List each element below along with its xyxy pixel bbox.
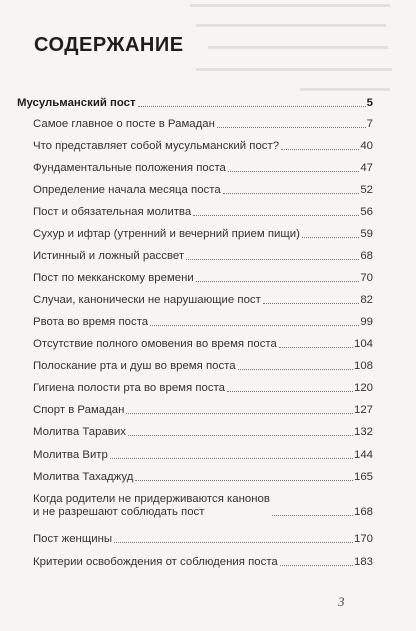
dot-leader (128, 435, 353, 436)
dot-leader (227, 391, 353, 392)
toc-entry-title: Самое главное о посте в Рамадан (33, 118, 215, 130)
toc-entry-page: 40 (360, 140, 373, 152)
toc-entry-title: Пост по мекканскому времени (33, 272, 194, 284)
toc-entry[interactable] (33, 360, 373, 373)
toc-entry-page: 120 (353, 382, 373, 394)
dot-leader (263, 303, 359, 304)
toc-entry[interactable] (33, 404, 373, 417)
toc-entry[interactable] (33, 228, 373, 241)
toc-entry-page: 165 (353, 471, 373, 483)
dot-leader (193, 215, 359, 216)
toc-entry-title: Сухур и ифтар (утренний и вечерний прием пищи) (33, 228, 300, 240)
toc-entry-title: Полоскание рта и душ во время поста (33, 360, 236, 372)
toc-entry[interactable] (33, 250, 373, 263)
toc-entry-page: 144 (353, 449, 373, 461)
toc-entry-page: 170 (353, 533, 373, 545)
toc-entry-title: Рвота во время поста (33, 316, 149, 328)
toc-entry[interactable] (33, 140, 373, 153)
toc-entry-title: Отсутствие полного омовения во время поста (33, 338, 277, 350)
toc-entry-page: 52 (360, 184, 373, 196)
toc-entry-title: Что представляет собой мусульманский пост? (33, 140, 280, 152)
toc-entry-title: Истинный и ложный рассвет (33, 250, 185, 262)
dot-leader (110, 458, 353, 459)
toc-entry[interactable] (33, 294, 373, 307)
toc-section-title: Мусульманский пост (17, 97, 136, 109)
toc-entry-title: Определение начала месяца поста (33, 184, 221, 196)
dot-leader (279, 347, 353, 348)
dot-leader (138, 106, 366, 107)
toc-entry-page: 59 (360, 228, 373, 240)
toc-entry-page: 132 (353, 426, 373, 438)
page-number: 3 (338, 594, 345, 609)
dot-leader (223, 193, 360, 194)
dot-leader (217, 127, 366, 128)
toc-entry-page: 82 (360, 294, 373, 306)
toc-entry[interactable] (33, 338, 373, 351)
toc-entry[interactable] (33, 316, 373, 329)
dot-leader (150, 325, 359, 326)
toc-entry-page: 127 (353, 404, 373, 416)
toc-entry-page: 99 (360, 316, 373, 328)
toc-entry-title: Гигиена полости рта во время поста (33, 382, 225, 394)
dot-leader (126, 413, 353, 414)
toc-entry-page: 104 (353, 338, 373, 350)
toc-entry-title: Молитва Витр (33, 449, 108, 461)
toc-entry-title: Случаи, канонически не нарушающие пост (33, 294, 261, 306)
toc-entry[interactable] (33, 382, 373, 395)
dot-leader (280, 565, 353, 566)
toc-entry-page: 183 (353, 556, 373, 568)
toc-section-main[interactable] (17, 97, 373, 110)
toc-entry[interactable] (33, 206, 373, 219)
toc-entry-page: 56 (360, 206, 373, 218)
toc-entry-page: 47 (360, 162, 373, 174)
toc-entry-title: Фундаментальные положения поста (33, 162, 226, 174)
toc-entry-title: Когда родители не придерживаются канонов и не разрешают соблюдать пост (33, 493, 270, 518)
dot-leader (196, 281, 360, 282)
toc-entry-page: 70 (360, 272, 373, 284)
toc-entry-title: Критерии освобождения от соблюдения поста (33, 556, 278, 568)
toc-entry-page: 7 (366, 118, 373, 130)
toc-entry-title: Пост женщины (33, 533, 113, 545)
dot-leader (228, 171, 359, 172)
dot-leader (272, 515, 353, 516)
toc-section-page: 5 (366, 97, 373, 109)
toc-entry[interactable] (33, 449, 373, 462)
dot-leader (281, 149, 359, 150)
toc-entry[interactable] (33, 272, 373, 285)
page-title: СОДЕРЖАНИЕ (34, 34, 184, 56)
toc-entry-page: 168 (353, 506, 373, 518)
toc-entry-page: 68 (360, 250, 373, 262)
toc-entry-title: Молитва Тахаджуд (33, 471, 134, 483)
toc-entry[interactable] (33, 184, 373, 197)
toc-entry[interactable] (33, 493, 373, 519)
toc-entry-title: Молитва Таравих (33, 426, 126, 438)
dot-leader (238, 369, 353, 370)
toc-entry[interactable] (33, 471, 373, 484)
toc-entry-page: 108 (353, 360, 373, 372)
toc-entry-title: Пост и обязательная молитва (33, 206, 192, 218)
dot-leader (186, 259, 359, 260)
dot-leader (302, 237, 359, 238)
toc-entry[interactable] (33, 556, 373, 569)
toc-entry[interactable] (33, 533, 373, 546)
toc-entry-title: Спорт в Рамадан (33, 404, 125, 416)
dot-leader (114, 542, 353, 543)
dot-leader (135, 480, 353, 481)
toc-entry[interactable] (33, 118, 373, 131)
toc-entry[interactable] (33, 162, 373, 175)
toc-entry[interactable] (33, 426, 373, 439)
